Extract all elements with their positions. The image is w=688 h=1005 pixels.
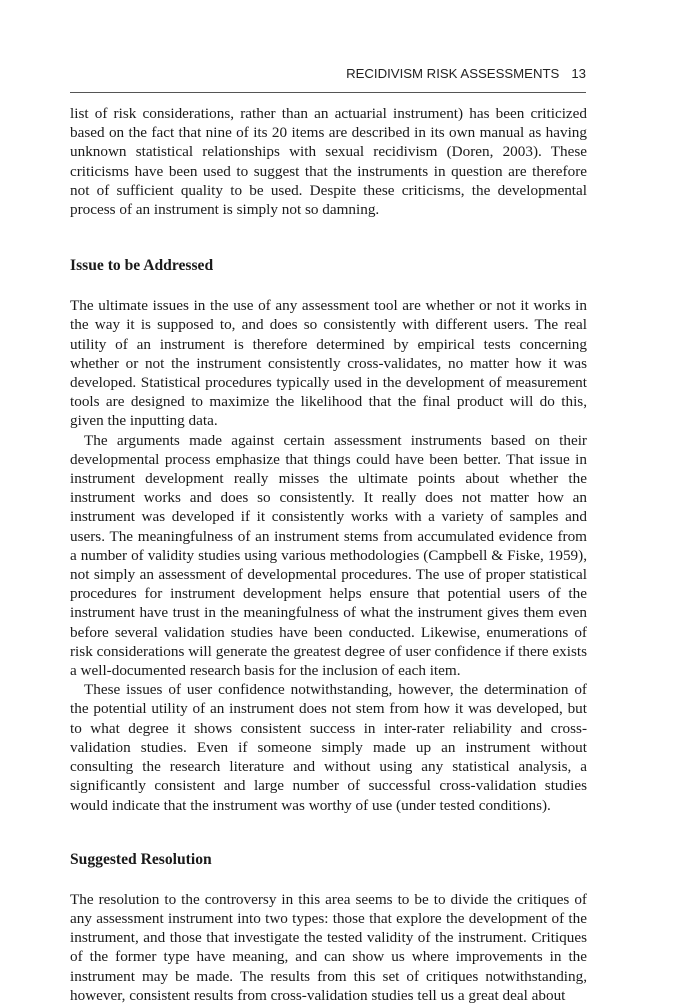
paragraph-issue-1: The ultimate issues in the use of any assessment tool are whether or not it works in the way it is supposed to, and does so consistently with different users. The real utility of an instrument is therefore determined by empirical tests concerning whether or not the instrument consistently cross-validates, no matter how it was developed. Statistical procedures typically used in the development of measurement tools are designed to maximize the likelihood that the final product will do this, given the inputting data. (70, 297, 587, 430)
paragraph-issue-2: The arguments made against certain assessment instruments based on their developmental process emphasize that things could have been better. That issue in instrument development really misses the ultimate points about whether the instrument works and does so consistently. It really does not matter how an instrument was developed if it consistently works with a variety of samples and users. The meaningfulness of an instrument stems from accumulated evidence from a number of validity studies using various methodologies (Campbell & Fiske, 1959), not simply an assessment of developmental procedures. The use of proper statistical procedures for instrument development helps ensure that potential users of the instrument have trust in the meaningfulness of what the instrument gives them even before several validation studies have been conducted. Likewise, enumerations of risk considerations will generate the greatest degree of user confidence if there exists a well-documented research basis for the inclusion of each item. (70, 431, 587, 680)
section-heading-issue: Issue to be Addressed (70, 257, 214, 275)
paragraph-resolution-1: The resolution to the controversy in this area seems to be to divide the critiques of any assessment instrument into two types: those that explore the development of the instrument, and those that investigate the tested validity of the instrument. Critiques of the former type have meaning, and can show us where improvements in the instrument may be made. The results from this set of critiques notwithstanding, however, consistent results from cross-validation studies tell us a great deal about (70, 890, 587, 1004)
page-body (70, 104, 587, 1005)
paragraph-continued: list of risk considerations, rather than an actuarial instrument) has been criticized based on the fact that nine of its 20 items are described in its own manual as having unknown statistical relationships with sexual recidivism (Doren, 2003). These criticisms have been used to suggest that the instruments in question are therefore not of sufficient quality to be used. Despite these criticisms, the developmental process of an instrument is simply not so damning. (70, 105, 587, 219)
paragraph-issue-3: These issues of user confidence notwithstanding, however, the determination of the potential utility of an instrument does not stem from how it was developed, but to what degree it shows consistent success in inter-rater reliability and cross-validation studies. Even if someone simply made up an instrument without consulting the research literature and without using any statistical analysis, a significantly consistent and large number of successful cross-validation studies would indicate that the instrument was worthy of use (under tested conditions). (70, 681, 587, 814)
section-heading-resolution: Suggested Resolution (70, 850, 212, 868)
running-header (70, 66, 586, 93)
running-title: RECIDIVISM RISK ASSESSMENTS (346, 66, 560, 81)
page-number: 13 (571, 66, 586, 81)
